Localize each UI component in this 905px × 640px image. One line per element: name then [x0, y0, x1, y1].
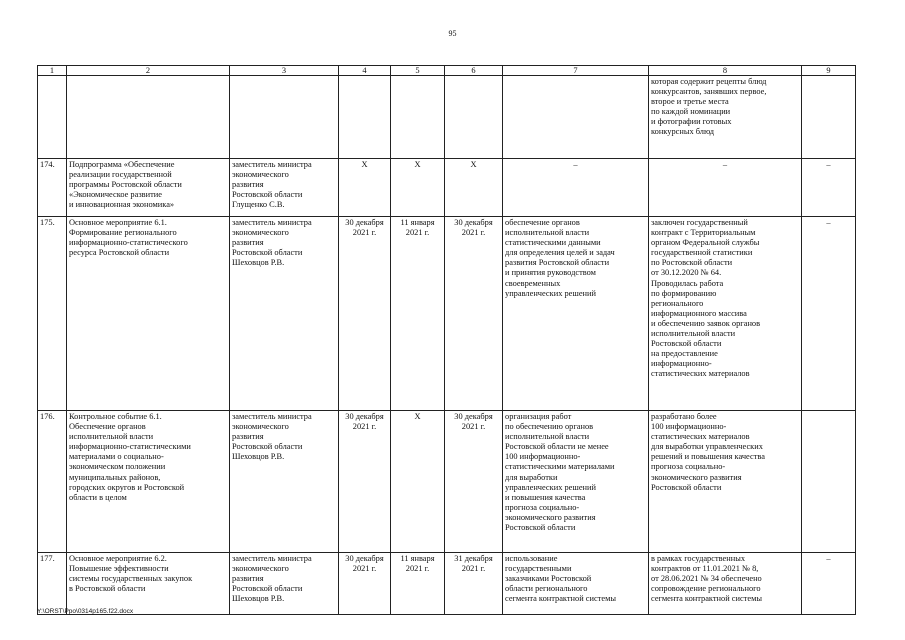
table-cell — [38, 76, 67, 159]
table-cell — [67, 76, 230, 159]
continuation-actual: которая содержит рецепты блюд конкурсантов, занявших первое, второе и третье места по каждой номинации и фотографии готовых конкурсных блюд — [649, 76, 802, 159]
actual-result: разработано более 100 информационно- статистических материалов для выработки управленческих решений и повышения качества прогноза социально- экономического развития Ростовской области — [649, 411, 802, 553]
table-row — [38, 553, 856, 615]
table-cell — [230, 76, 339, 159]
row-number: 177. — [38, 553, 67, 615]
column-number: 5 — [391, 66, 445, 76]
table-cell — [339, 76, 391, 159]
table-cell — [445, 76, 503, 159]
row-number: 174. — [38, 159, 67, 217]
planned-result: – — [503, 159, 649, 217]
actual-start-date: X — [391, 159, 445, 217]
actual-end-date: 31 декабря 2021 г. — [445, 553, 503, 615]
page-number: 95 — [448, 29, 457, 38]
responsible-person: заместитель министра экономического развития Ростовской области Шеховцов Р.В. — [230, 217, 339, 411]
column-number: 2 — [67, 66, 230, 76]
file-path-footer: Y:\ORST\Ppo\0314p165.f22.docx — [37, 608, 134, 615]
actual-start-date: 11 января 2021 г. — [391, 553, 445, 615]
planned-date: 30 декабря 2021 г. — [339, 217, 391, 411]
row-number: 175. — [38, 217, 67, 411]
column-number: 3 — [230, 66, 339, 76]
table-cell — [391, 76, 445, 159]
table-cell — [802, 76, 856, 159]
report-table — [37, 65, 856, 615]
actual-end-date: 30 декабря 2021 г. — [445, 411, 503, 553]
actual-result: – — [649, 159, 802, 217]
planned-date: X — [339, 159, 391, 217]
note: – — [802, 553, 856, 615]
responsible-person: заместитель министра экономического развития Ростовской области Шеховцов Р.В. — [230, 553, 339, 615]
actual-result: заключен государственный контракт с Территориальным органом Федеральной службы государственной статистики по Ростовской области от 30.12.2020 № 64. Проводилась работа по формированию регионального информационного массива и обеспечению заявок органов исполнительной власти Ростовской области на предоставление информационно- статистических материалов — [649, 217, 802, 411]
actual-end-date: X — [445, 159, 503, 217]
actual-start-date: X — [391, 411, 445, 553]
planned-result: использование государственными заказчиками Ростовской области регионального сегмента контрактной системы — [503, 553, 649, 615]
responsible-person: заместитель министра экономического развития Ростовской области Шеховцов Р.В. — [230, 411, 339, 553]
row-number: 176. — [38, 411, 67, 553]
actual-result: в рамках государственных контрактов от 11.01.2021 № 8, от 28.06.2021 № 34 обеспечено сопровождение регионального сегмента контрактной системы — [649, 553, 802, 615]
planned-result: обеспечение органов исполнительной власти статистическими данными для определения целей и задач развития Ростовской области и принятия руководством своевременных управленческих решений — [503, 217, 649, 411]
actual-start-date: 11 января 2021 г. — [391, 217, 445, 411]
column-number: 7 — [503, 66, 649, 76]
table-row — [38, 217, 856, 411]
event-name: Основное мероприятие 6.2. Повышение эффективности системы государственных закупок в Ростовской области — [67, 553, 230, 615]
table-row — [38, 411, 856, 553]
event-name: Основное мероприятие 6.1. Формирование регионального информационно-статистического ресурса Ростовской области — [67, 217, 230, 411]
column-number: 8 — [649, 66, 802, 76]
column-number: 4 — [339, 66, 391, 76]
planned-result: организация работ по обеспечению органов исполнительной власти Ростовской области не менее 100 информационно- статистическими материалами для выработки управленческих решений и повышения качества прогноза социально- экономического развития Ростовской области — [503, 411, 649, 553]
actual-end-date: 30 декабря 2021 г. — [445, 217, 503, 411]
responsible-person: заместитель министра экономического развития Ростовской области Глущенко С.В. — [230, 159, 339, 217]
planned-date: 30 декабря 2021 г. — [339, 553, 391, 615]
column-number-row — [38, 66, 856, 76]
table-cell — [503, 76, 649, 159]
column-number: 9 — [802, 66, 856, 76]
column-number: 6 — [445, 66, 503, 76]
note: – — [802, 217, 856, 411]
note — [802, 411, 856, 553]
planned-date: 30 декабря 2021 г. — [339, 411, 391, 553]
column-number: 1 — [38, 66, 67, 76]
continuation-row — [38, 76, 856, 159]
table-row — [38, 159, 856, 217]
event-name: Подпрограмма «Обеспечение реализации государственной программы Ростовской области «Экономическое развитие и инновационная экономика» — [67, 159, 230, 217]
note: – — [802, 159, 856, 217]
event-name: Контрольное событие 6.1. Обеспечение органов исполнительной власти информационно-статистическими материалами о социально- экономическом положении муниципальных районов, городских округов и Ростовской области в целом — [67, 411, 230, 553]
